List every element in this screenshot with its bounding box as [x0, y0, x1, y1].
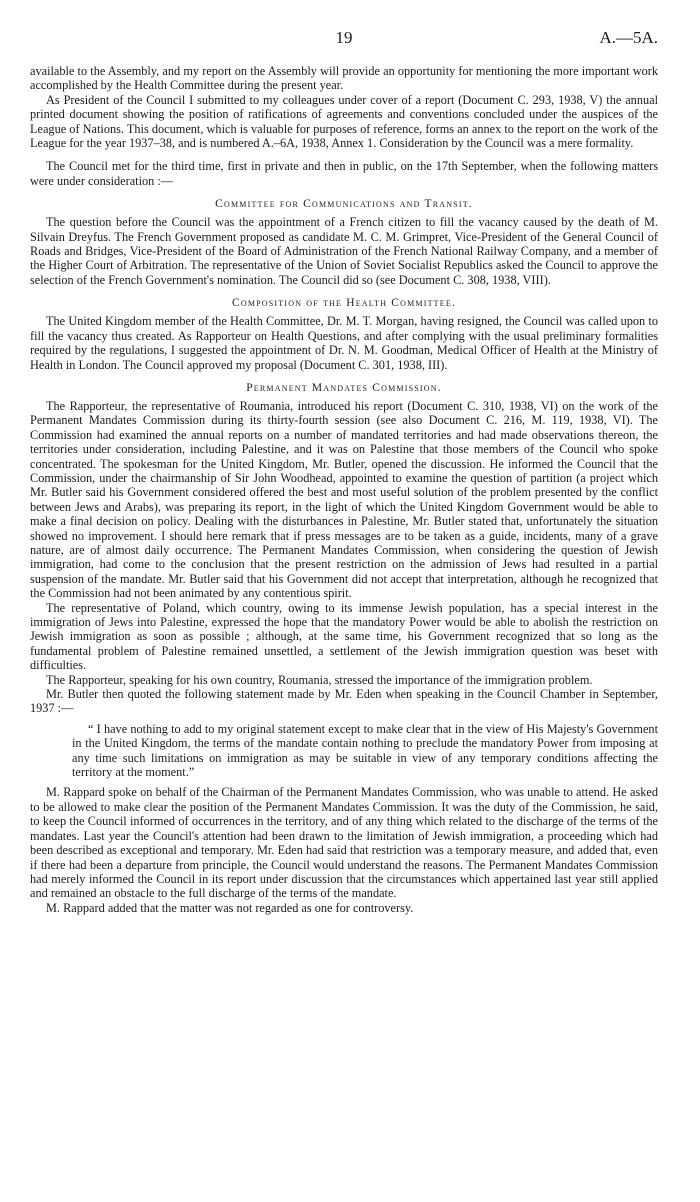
section-heading: Permanent Mandates Commission.: [246, 381, 442, 394]
document-reference: A.—5A.: [599, 28, 658, 47]
paragraph: The Rapporteur, speaking for his own country, Roumania, stressed the importance of the immigration problem.: [46, 672, 593, 687]
quotation-text: “ I have nothing to add to my original statement except to make clear that in the view of His Majesty's Government in the United Kingdom, the terms of the mandate contain nothing to preclude the mandatory Power from imposing at any time such limitations on immigration as may be suitable in view of any temporary conditions affecting the territory at the moment.”: [72, 721, 658, 780]
paragraph: available to the Assembly, and my report on the Assembly will provide an opportunity for mentioning the more important work accomplished by the Health Committee during the present year.: [30, 64, 658, 93]
paragraph: The question before the Council was the appointment of a French citizen to fill the vacancy caused by the death of M. Silvain Dreyfus. The French Government proposed as candidate M. C. M. Grimpret, Vice-President of the General Council of Roads and Bridges, Vice-President of the Board of Administration of the French National Railway Company, and a member of the Higher Court of Arbitration. The representative of the Union of Soviet Socialist Republics asked the Council to approve the selection of the French Government's nomination. The Council did so (see Document C. 308, 1938, VIII).: [30, 215, 658, 287]
paragraph: Mr. Butler then quoted the following statement made by Mr. Eden when speaking in the Council Chamber in September, 1937 :—: [30, 687, 658, 716]
paragraph: M. Rappard added that the matter was not regarded as one for controversy.: [46, 900, 414, 915]
paragraph: As President of the Council I submitted to my colleagues under cover of a report (Document C. 293, 1938, V) the annual printed document showing the position of ratifications of agreements and conventions concluded under the auspices of the League of Nations. This document, which is valuable for purposes of reference, forms an annex to the report on the work of the League for the year 1937–38, and is numbered A.–6A, 1938, Annex 1. Consideration by the Council was a mere formality.: [30, 92, 658, 151]
document-page: [30, 28, 658, 915]
section-heading: Composition of the Health Committee.: [231, 297, 457, 310]
paragraph: M. Rappard spoke on behalf of the Chairman of the Permanent Mandates Commission, who was unable to attend. He asked to be allowed to make clear the position of the Permanent Mandates Commission. It was the duty of the Commission, he said, to keep the Council informed of occurrences in the territory, and of any thing which related to the discharge of the terms of the mandates. Last year the Council's attention had been drawn to the limitation of Jewish immigration, a proceeding which had been described as exceptional and temporary. Mr. Eden had said that restriction was a temporary measure, and added that, even if there had been a departure from principle, the Council would understand the reasons. The Permanent Mandates Commission had merely informed the Council in its report under discussion that the circumstances which appertained last year still applied and remained an obstacle to the full discharge of the terms of the mandate.: [30, 785, 658, 901]
paragraph: The Council met for the third time, first in private and then in public, on the 17th September, when the following matters were under consideration :—: [30, 159, 658, 188]
page-header: [30, 28, 658, 64]
quotation: [72, 722, 658, 780]
section-heading: Committee for Communications and Transit.: [215, 198, 473, 211]
paragraph: The United Kingdom member of the Health Committee, Dr. M. T. Morgan, having resigned, the Council was called upon to fill the vacancy thus created. As Rapporteur on Health Questions, and after complying with the usual preliminary formalities required by the regulations, I suggested the appointment of Dr. N. M. Goodman, Medical Officer of Health at the Ministry of Health in London. The Council approved my proposal (Document C. 301, 1938, III).: [30, 314, 658, 372]
document-body: [30, 64, 658, 915]
page-number: 19: [335, 28, 353, 47]
paragraph: The Rapporteur, the representative of Roumania, introduced his report (Document C. 310, 1938, VI) on the work of the Permanent Mandates Commission during its thirty-fourth session (see also Document C. 216, M. 119, 1938, VI). The Commission had examined the annual reports on a number of mandated territories and had made observations thereon, the territories under consideration, including Palestine, and it was on Palestine that those members of the Council who spoke concentrated. The spokesman for the United Kingdom, Mr. Butler, opened the discussion. He informed the Council that the Commission, under the chairmanship of Sir John Woodhead, appointed to examine the question of partition (a project which Mr. Butler said his Government considered offered the best and most useful solution of the problem presented by the conflict between Jews and Arabs), was preparing its report, in the light of which the United Kingdom Government would be able to make a final decision on policy. Dealing with the disturbances in Palestine, Mr. Butler stated that, unfortunately the situation showed no improvement. I should here remark that if press messages are to be taken as a guide, incidents, many of a grave nature, are of almost daily occurrence. The Permanent Mandates Commission, when considering the question of Jewish immigration, had come to the conclusion that the present restriction on the admission of Jews had resulted in a partial suspension of the mandate. Mr. Butler said that his Government did not accept that interpretation, although he recognized that the Commission had not been animated by any contentious spirit.: [30, 398, 658, 601]
paragraph: The representative of Poland, which country, owing to its immense Jewish population, has a special interest in the immigration of Jews into Palestine, expressed the hope that the mandatory Power would be able to abolish the restriction on Jewish immigration as soon as possible ; although, at the same time, his Government recognized that so long as the fundamental problem of Palestine remained unsettled, a settlement of the Jewish immigration question was beset with difficulties.: [30, 600, 658, 673]
